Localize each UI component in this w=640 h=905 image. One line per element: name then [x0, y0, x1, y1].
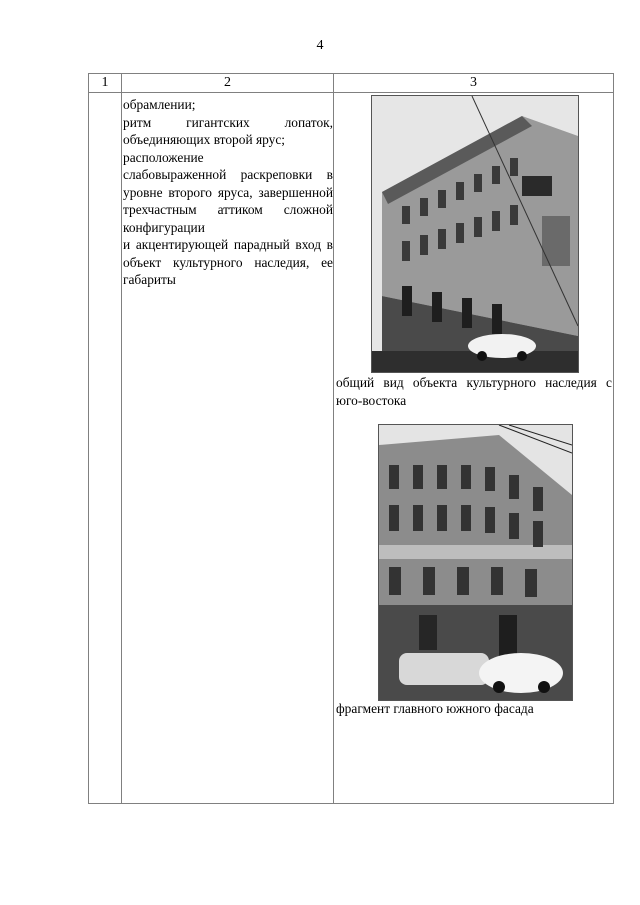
header-col-1: 1 — [101, 75, 109, 90]
description-line: обрамлении; — [123, 97, 196, 112]
column-divider-1 — [121, 74, 122, 803]
document-table — [88, 73, 614, 804]
description-line: и акцентирующей парадный вход в объект культурного наследия, ее габариты — [123, 237, 333, 287]
building-photo-general-view — [371, 95, 579, 373]
description-line: расположение — [123, 149, 204, 165]
page-number: 4 — [316, 38, 324, 53]
table-header-row — [89, 74, 613, 93]
column-divider-2 — [333, 74, 334, 803]
description-line: ритм гигантских лопаток, объединяющих второй ярус; — [123, 114, 333, 147]
building-photo-facade-fragment — [378, 424, 573, 701]
photo-1-caption: общий вид объекта культурного наследия с юго-востока — [336, 375, 612, 408]
photo-2-caption: фрагмент главного южного фасада — [336, 701, 534, 716]
header-col-2: 2 — [224, 75, 231, 90]
header-col-3: 3 — [470, 75, 477, 90]
column-2-description — [123, 96, 333, 289]
description-line: слабовыраженной раскреповки в уровне второго яруса, завершенной трехчастным аттиком сложной конфигурации — [123, 167, 333, 235]
